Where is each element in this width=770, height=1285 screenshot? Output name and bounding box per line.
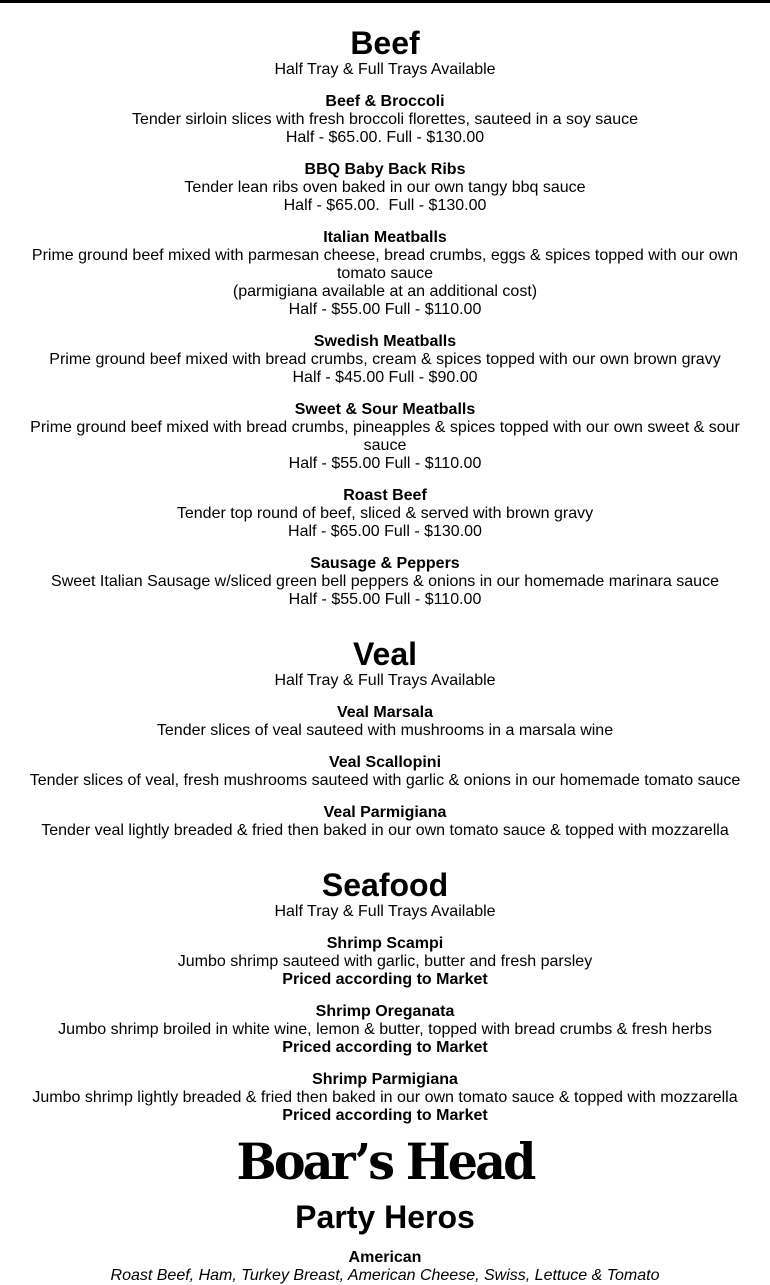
item-name: Veal Scallopini [328,754,442,771]
menu-item [0,93,770,147]
item-description: Tender sirloin slices with fresh broccoli florettes, sauteed in a soy sauce [131,111,638,128]
menu-item [0,754,770,790]
section-subtitle: Half Tray & Full Trays Available [274,672,496,689]
item-description: Tender slices of veal, fresh mushrooms sauteed with garlic & onions in our homemade tomato sauce [29,772,741,789]
menu-item [0,935,770,989]
menu-item [0,555,770,609]
item-name: Sausage & Peppers [310,555,460,572]
section-subtitle: Half Tray & Full Trays Available [274,903,496,920]
item-description: Sweet Italian Sausage w/sliced green bell peppers & onions in our homemade marinara sauce [51,573,719,590]
menu-item [0,229,770,319]
item-name: Veal Parmigiana [323,804,447,821]
item-price: Half - $55.00 Full - $110.00 [288,301,482,318]
section-subtitle: Half Tray & Full Trays Available [274,61,496,78]
top-border [0,0,770,3]
item-description: Tender slices of veal sauteed with mushrooms in a marsala wine [156,722,614,739]
menu-item [0,804,770,840]
menu-item [0,1003,770,1057]
item-price: Half - $45.00 Full - $90.00 [292,369,478,386]
item-note: (parmigiana available at an additional cost) [232,283,538,300]
item-name: Italian Meatballs [323,229,447,246]
section-title: Seafood [321,867,449,903]
item-name: Beef & Broccoli [325,93,445,110]
item-name: Roast Beef [343,487,427,504]
item-description: Jumbo shrimp sauteed with garlic, butter and fresh parsley [177,953,593,970]
item-description: Tender top round of beef, sliced & served with brown gravy [176,505,594,522]
section-beef [0,25,770,609]
item-description: Jumbo shrimp broiled in white wine, lemon & butter, topped with bread crumbs & fresh herbs [58,1021,712,1038]
item-description: Tender lean ribs oven baked in our own tangy bbq sauce [184,179,586,196]
item-name: Shrimp Parmigiana [312,1071,458,1088]
section-title: Veal [352,636,418,672]
item-description: Tender veal lightly breaded & fried then baked in our own tomato sauce & topped with mozzarella [41,822,729,839]
menu-item [0,487,770,541]
item-name: Sweet & Sour Meatballs [294,401,476,418]
section-title: Beef [350,25,420,61]
section-seafood [0,867,770,1285]
item-price: Priced according to Market [282,971,488,988]
item-description: Jumbo shrimp lightly breaded & fried then baked in our own tomato sauce & topped with mozzarella [32,1089,738,1106]
menu-item [0,704,770,740]
item-price: Half - $65.00 Full - $130.00 [288,523,482,540]
item-description: Prime ground beef mixed with parmesan cheese, bread crumbs, eggs & spices topped with our own tomato sauce [31,247,739,282]
menu-item [0,1071,770,1125]
boars-head-logo: Boar’s Head [236,1132,534,1191]
item-name: Shrimp Oreganata [315,1003,455,1020]
section-veal [0,636,770,840]
item-price: Half - $55.00 Full - $110.00 [288,591,482,608]
item-price: Half - $65.00. Full - $130.00 [283,197,487,214]
item-price: Half - $65.00. Full - $130.00 [285,129,485,146]
hero-description: Roast Beef, Ham, Turkey Breast, American Cheese, Swiss, Lettuce & Tomato [110,1267,660,1284]
item-name: Veal Marsala [336,704,434,721]
hero-name: American [348,1249,422,1266]
menu-item [0,333,770,387]
menu-item [0,161,770,215]
item-price: Half - $55.00 Full - $110.00 [288,455,482,472]
item-name: Swedish Meatballs [313,333,457,350]
menu-item [0,401,770,473]
item-name: BBQ Baby Back Ribs [304,161,466,178]
item-price: Priced according to Market [282,1107,488,1124]
item-description: Prime ground beef mixed with bread crumbs, pineapples & spices topped with our own sweet & sour sauce [30,419,740,454]
party-heros-title: Party Heros [295,1199,475,1235]
item-description: Prime ground beef mixed with bread crumbs, cream & spices topped with our own brown gravy [49,351,721,368]
item-name: Shrimp Scampi [326,935,444,952]
item-price: Priced according to Market [282,1039,488,1056]
